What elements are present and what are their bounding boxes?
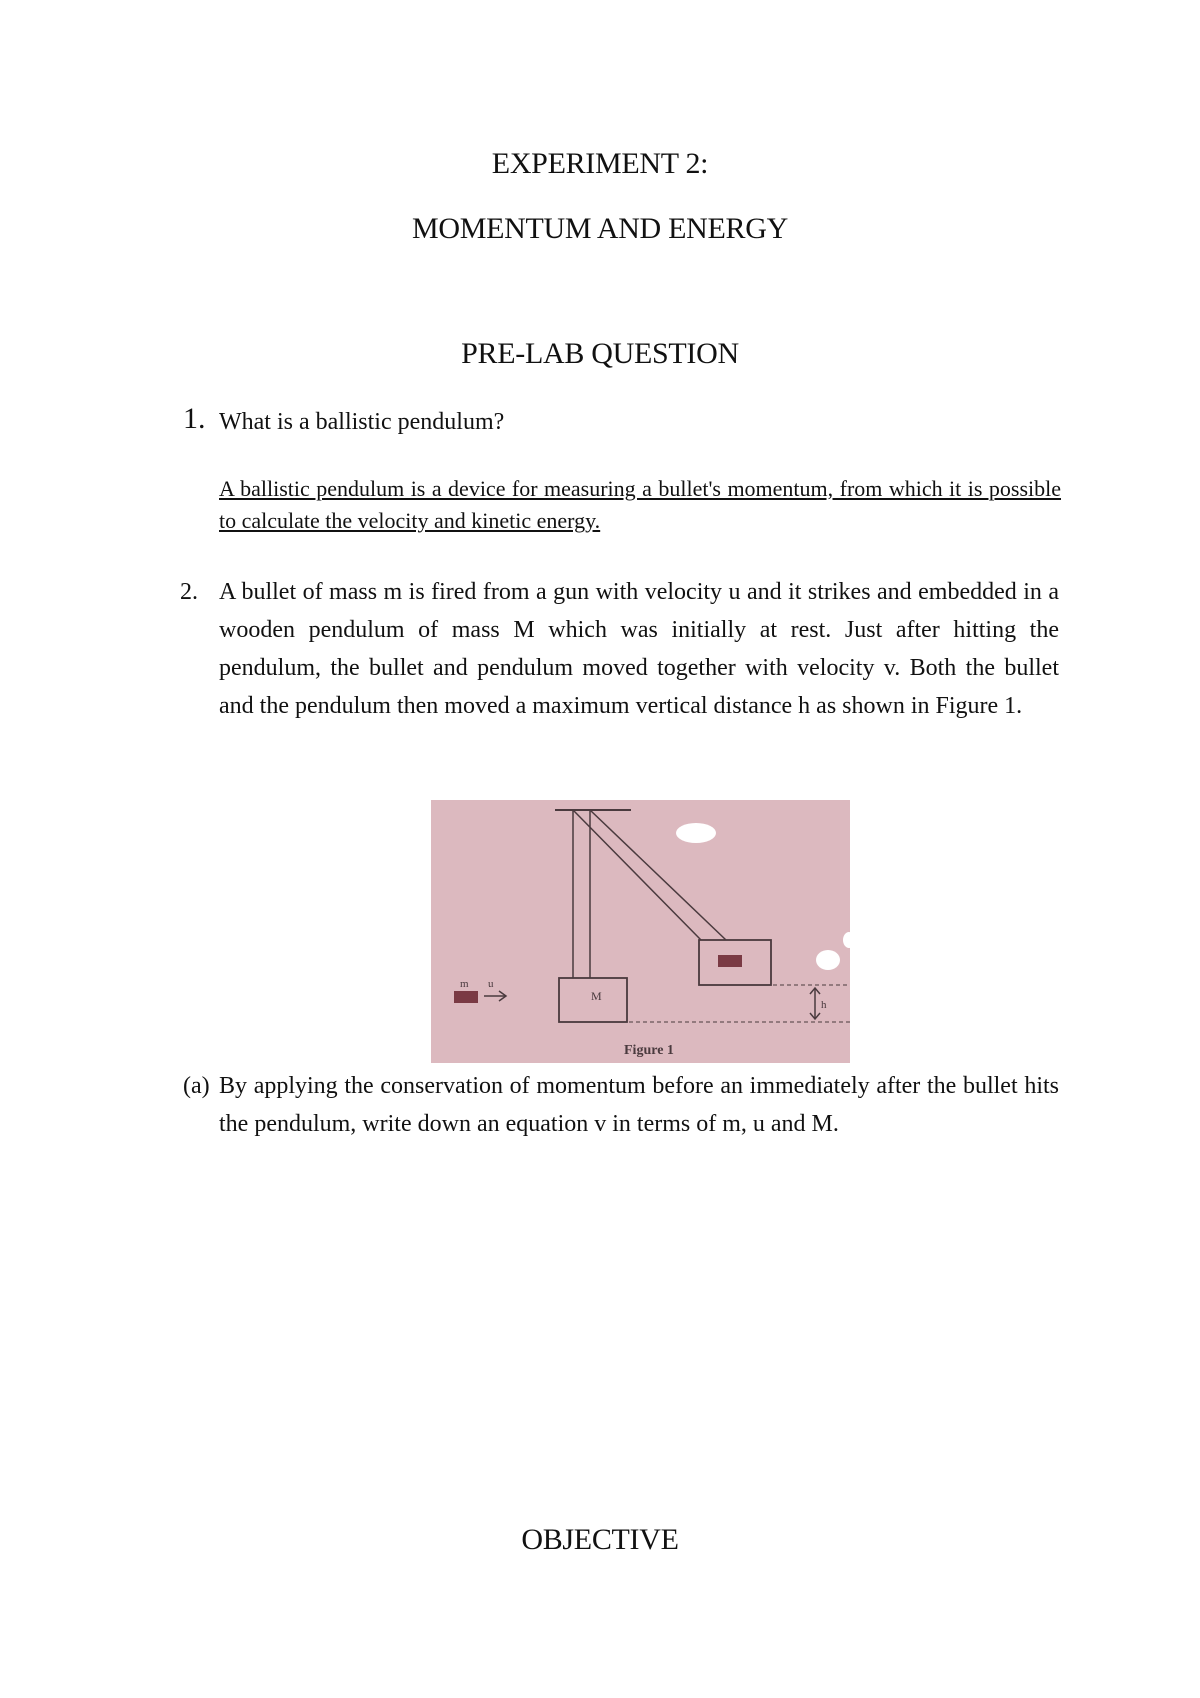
question-2-text: A bullet of mass m is fired from a gun with velocity u and it strikes and embedded in a wooden pendulum of mass M which was initially at rest. Just after hitting the pendulum, the bullet and pendulum moved together with velocity v. Both the bullet and the pendulum then moved a maximum vertical distance h as shown in Figure 1.	[219, 579, 1059, 719]
part-a-label: (a)	[183, 1073, 210, 1099]
mass-M-label: M	[591, 989, 602, 1003]
bullet-mass-label: m	[460, 978, 469, 990]
question-1-text: What is a ballistic pendulum?	[219, 409, 505, 435]
figure-caption: Figure 1	[624, 1043, 674, 1058]
objective-heading: OBJECTIVE	[521, 1523, 679, 1556]
prelab-heading: PRE-LAB QUESTION	[461, 337, 739, 370]
bullet	[454, 991, 478, 1003]
experiment-topic: MOMENTUM AND ENERGY	[412, 212, 788, 245]
question-1-number: 1.	[183, 402, 206, 435]
ballistic-pendulum-figure	[431, 800, 850, 1063]
experiment-title: EXPERIMENT 2:	[491, 147, 709, 180]
question-2-number: 2.	[180, 579, 198, 605]
embedded-bullet	[718, 955, 742, 967]
figure-background	[431, 800, 850, 1063]
velocity-u-label: u	[488, 978, 494, 990]
scan-blotch	[676, 823, 716, 843]
height-h-label: h	[821, 999, 827, 1011]
part-a-text: By applying the conservation of momentum before an immediately after the bullet hits the pendulum, write down an equation v in terms of m, u and M.	[219, 1073, 1059, 1137]
question-1-answer: A ballistic pendulum is a device for measuring a bullet's momentum, from which it is possible to calculate the velocity and kinetic energy.	[219, 476, 1061, 533]
scan-blotch	[816, 950, 840, 970]
